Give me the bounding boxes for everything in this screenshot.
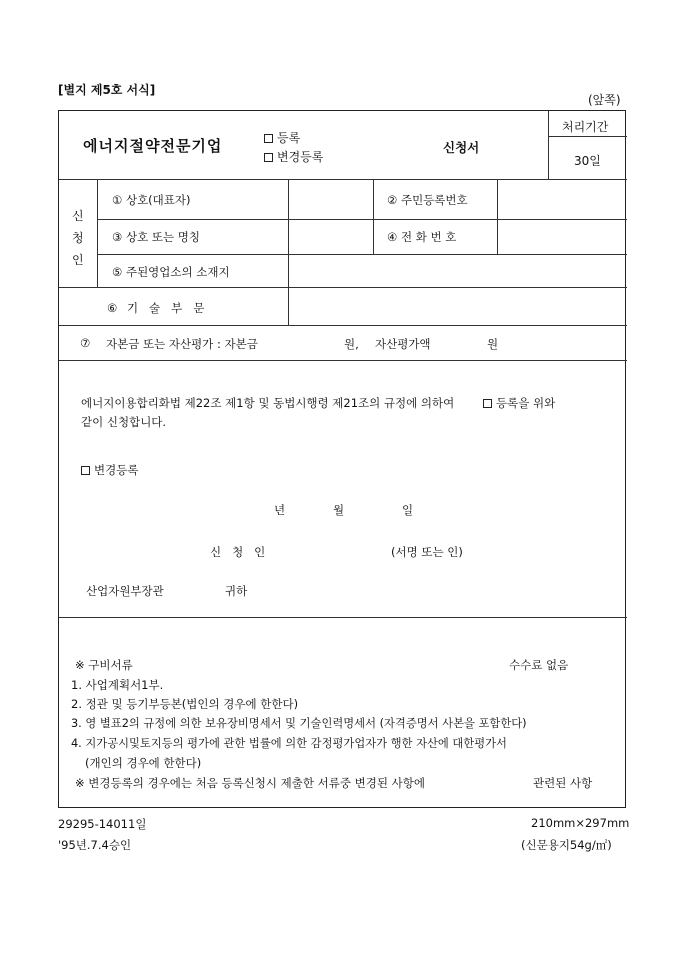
option-register-label: 등록	[277, 131, 301, 145]
tech-division-label: 기 술 부 문	[126, 301, 205, 315]
required-docs-heading: ※ 구비서류	[75, 658, 133, 672]
checkbox-icon[interactable]	[264, 153, 273, 162]
divider	[548, 136, 627, 137]
capital-label: 자본금 또는 자산평가 : 자본금	[106, 337, 258, 351]
form-title: 에너지절약전문기업	[83, 137, 223, 155]
statement-change-label: 변경등록	[94, 463, 139, 477]
divider	[59, 360, 627, 361]
change-registration-note-end: 관련된 사항	[533, 776, 593, 790]
option-statement-register[interactable]	[483, 395, 555, 411]
date-day-label: 일	[402, 503, 414, 517]
asset-valuation-unit: 원	[487, 337, 499, 351]
recipient-label: 산업자원부장관	[86, 584, 164, 598]
field-resident-number: ② 주민등록번호	[387, 193, 468, 207]
approval-date: '95년.7.4승인	[58, 838, 132, 852]
date-month-label: 월	[333, 503, 345, 517]
statement-line-1: 에너지이용합리화법 제22조 제1항 및 동법시행령 제21조의 규정에 의하여	[81, 396, 455, 410]
required-doc-item: 2. 정관 및 등기부등본(법인의 경우에 한한다)	[71, 697, 299, 711]
applicant-signature-label: 신 청 인	[210, 545, 266, 559]
required-doc-item: 1. 사업계획서1부.	[71, 678, 164, 692]
option-register[interactable]	[264, 129, 300, 146]
asset-valuation-label: 자산평가액	[375, 337, 431, 351]
checkbox-icon[interactable]	[81, 466, 90, 475]
option-change-register[interactable]	[264, 148, 323, 165]
divider	[97, 179, 98, 287]
statement-line-2: 같이 신청합니다.	[81, 415, 167, 429]
paper-type: (신문용지54g/㎡)	[521, 838, 612, 852]
divider	[548, 111, 549, 179]
application-label: 신청서	[443, 140, 480, 155]
date-year-label: 년	[274, 503, 286, 517]
option-change-label: 변경등록	[277, 150, 324, 164]
field-main-office-address: ⑤ 주된영업소의 소재지	[112, 265, 230, 279]
recipient-honorific: 귀하	[225, 584, 248, 598]
input-phone-number[interactable]	[498, 220, 626, 253]
change-registration-note: ※ 변경등록의 경우에는 처음 등록신청시 제출한 서류중 변경된 사항에	[75, 776, 425, 790]
required-doc-item-cont: (개인의 경우에 한한다)	[85, 756, 202, 770]
field-phone-number: ④ 전 화 번 호	[387, 230, 457, 244]
input-main-office-address[interactable]	[289, 255, 626, 286]
field-company-representative: ① 상호(대표자)	[112, 193, 191, 207]
applicant-side-label: 청	[72, 231, 84, 245]
input-resident-number[interactable]	[498, 180, 626, 218]
option-statement-change[interactable]	[81, 462, 138, 478]
statement-option-label: 등록을 위와	[496, 396, 556, 410]
processing-period-label: 처리기간	[562, 120, 609, 134]
form-number-label: [별지 제5호 서식]	[58, 83, 156, 97]
processing-period-value: 30일	[574, 154, 601, 168]
checkbox-icon[interactable]	[483, 399, 492, 408]
signature-or-seal: (서명 또는 인)	[391, 545, 463, 559]
checkbox-icon[interactable]	[264, 134, 273, 143]
input-tech-division[interactable]	[289, 288, 626, 324]
front-side-label: (앞쪽)	[588, 93, 621, 107]
divider	[373, 179, 374, 254]
capital-unit: 원,	[344, 337, 359, 351]
divider	[59, 325, 627, 326]
divider	[59, 617, 627, 618]
fee-label: 수수료 없음	[509, 658, 569, 672]
input-company-name[interactable]	[289, 220, 372, 253]
capital-circle-number: ⑦	[80, 336, 91, 350]
field-company-name: ③ 상호 또는 명칭	[112, 230, 200, 244]
paper-size: 210mm×297mm	[531, 816, 630, 830]
required-doc-item: 4. 지가공시및토지등의 평가에 관한 법률에 의한 감정평가업자가 행한 자산에 대한평가서	[71, 737, 507, 750]
form-code: 29295-14011일	[58, 817, 147, 831]
input-company-representative[interactable]	[289, 180, 372, 218]
required-doc-item: 3. 영 별표2의 규정에 의한 보유장비명세서 및 기술인력명세서 (자격증명서 사본을 포함한다)	[71, 717, 527, 730]
applicant-side-label: 신	[72, 209, 84, 223]
form-frame	[58, 110, 626, 808]
field-tech-division	[107, 300, 204, 316]
applicant-side-label: 인	[72, 253, 84, 267]
tech-circle-number: ⑥	[107, 301, 118, 315]
